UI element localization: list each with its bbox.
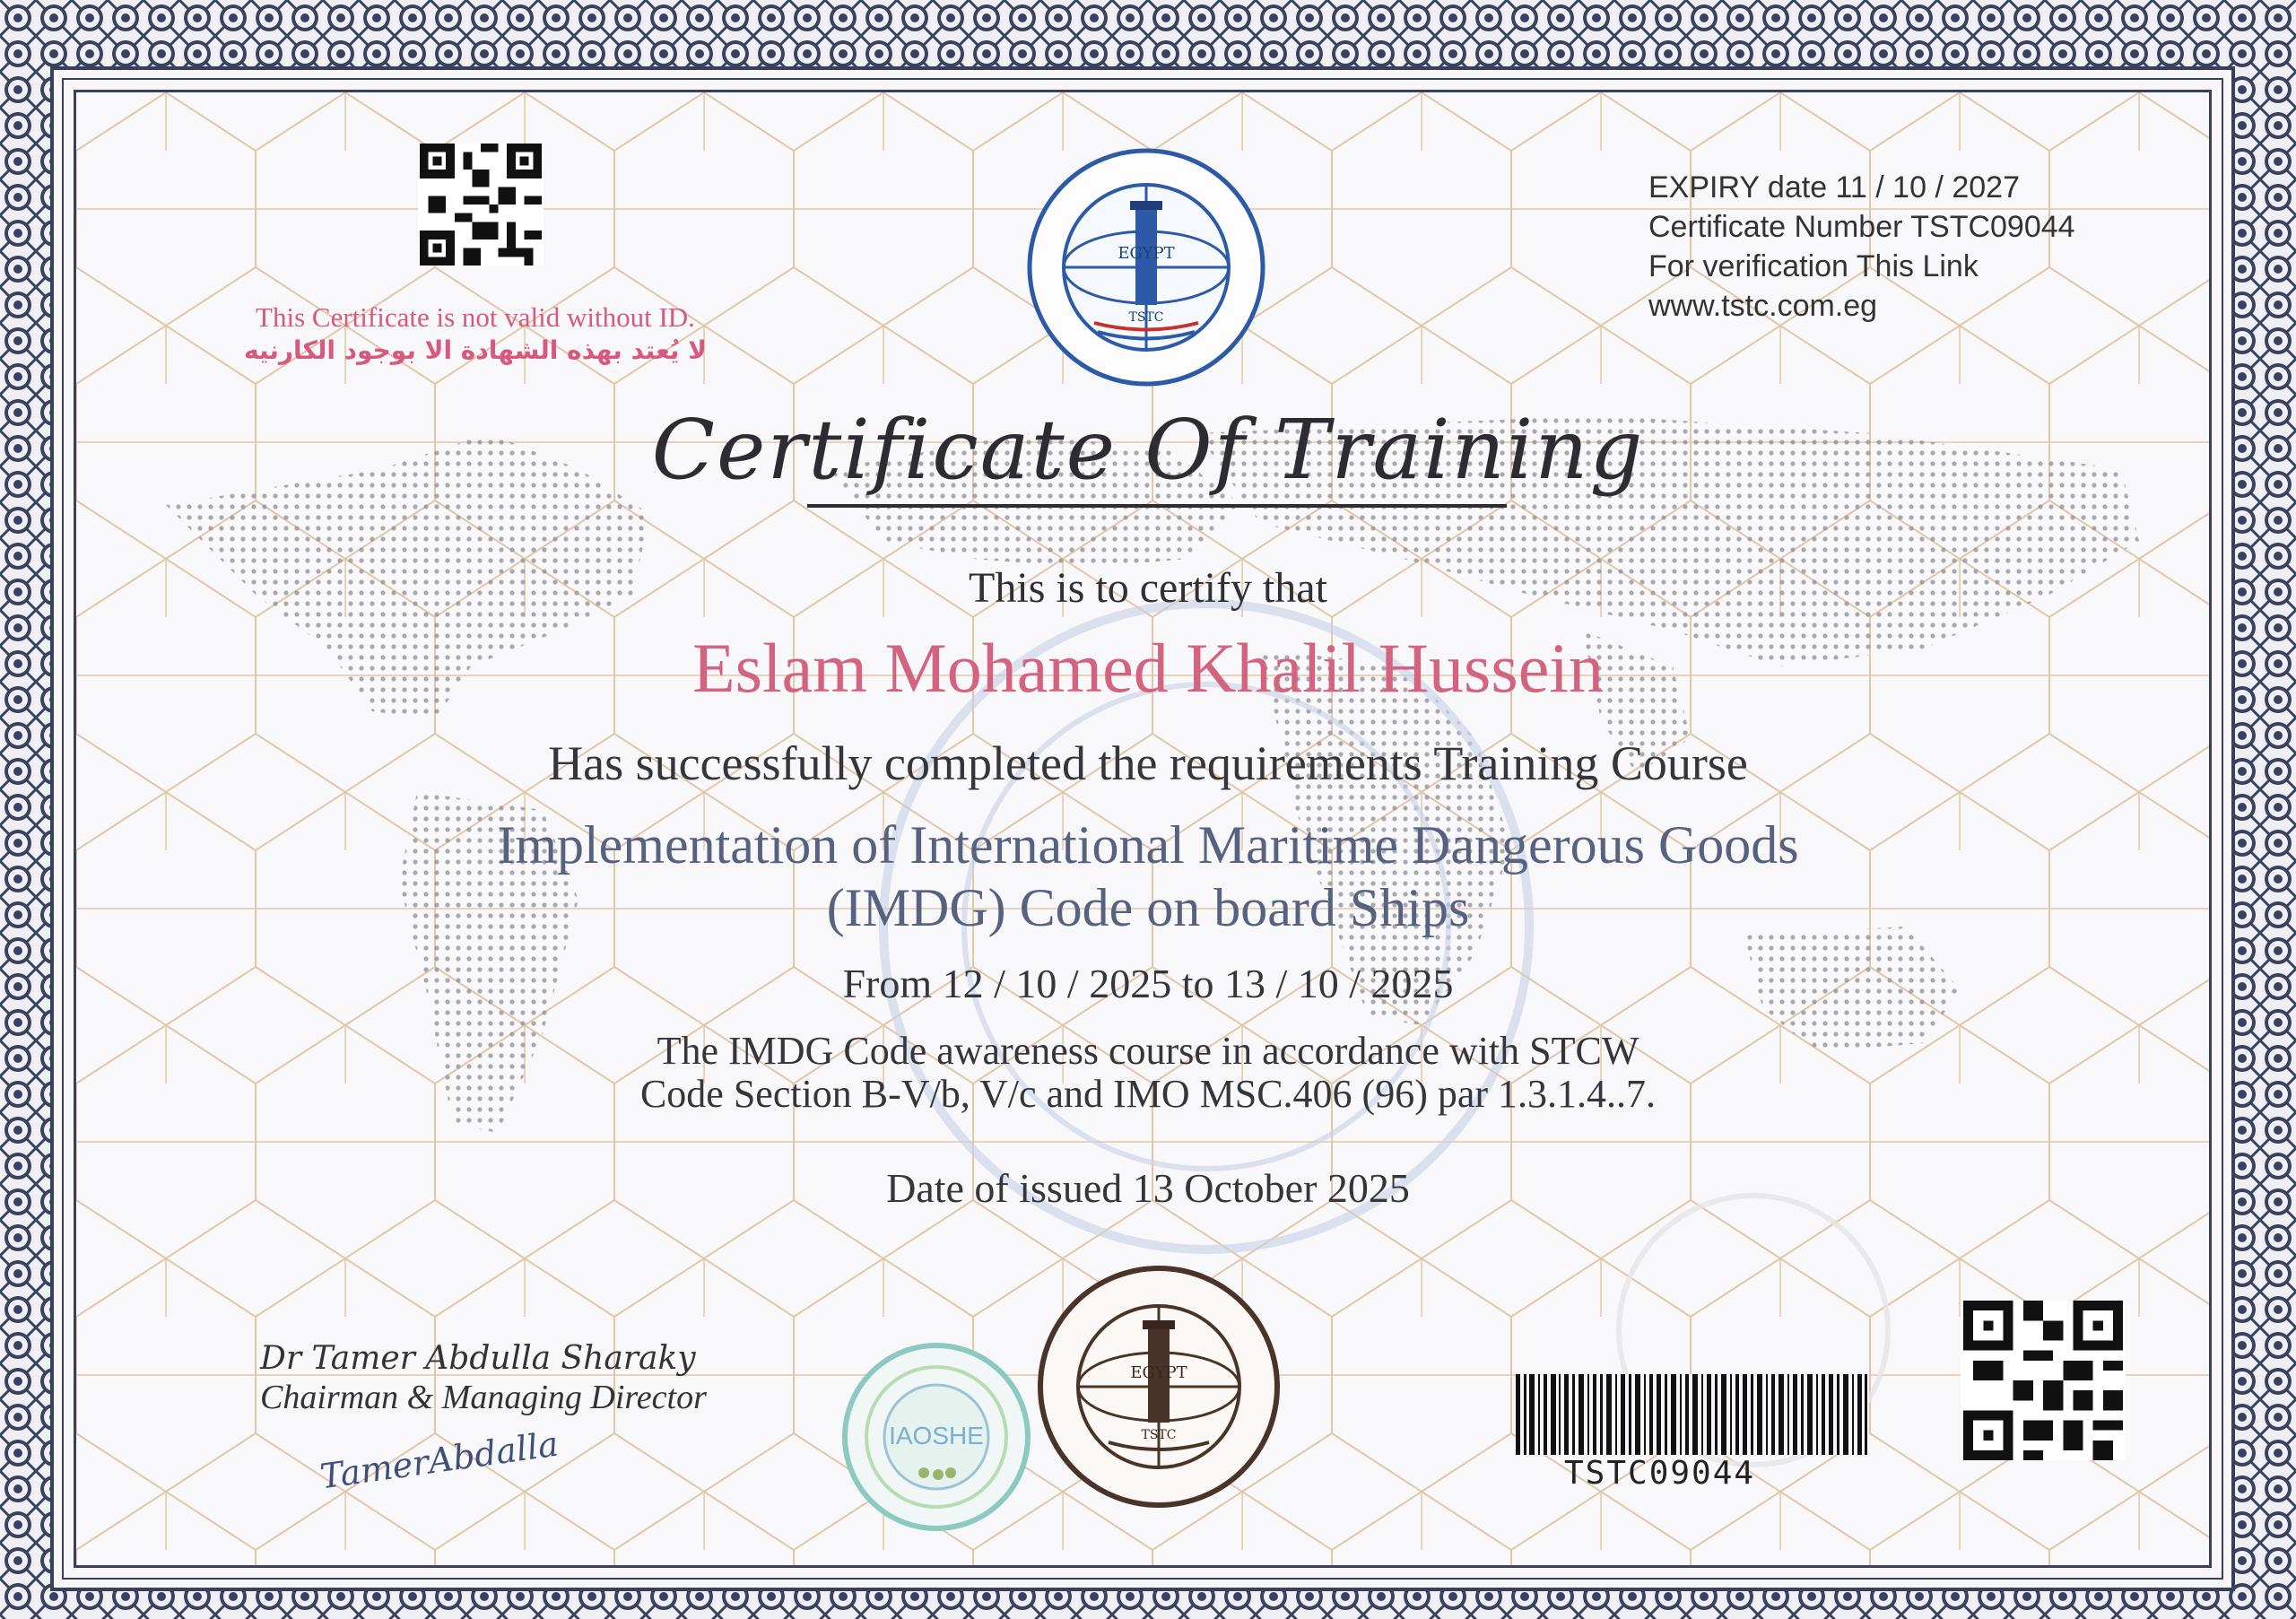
stamp-country: EGYPT (1130, 1363, 1187, 1382)
course-title-line1: Implementation of International Maritime Dangerous Goods (497, 815, 1799, 875)
signature: TamerAbdalla (317, 1423, 561, 1497)
signatory-role: Chairman & Managing Director (260, 1379, 707, 1416)
issue-date: Date of issued 13 October 2025 (886, 1165, 1410, 1211)
certificate-number: Certificate Number TSTC09044 (1648, 210, 2075, 244)
company-stamp (1033, 1261, 1284, 1512)
verification-link[interactable]: www.tstc.com.eg (1648, 289, 1878, 323)
id-warning-english: This Certificate is not valid without ID. (256, 301, 695, 333)
completed-line: Has successfully completed the requirements Training Course (548, 736, 1748, 790)
expiry-date: EXPIRY date 11 / 10 / 2027 (1648, 170, 2020, 205)
stcw-note-line2: Code Section B-V/b, V/c and IMO MSC.406 (96) par 1.3.1.4..7. (639, 1072, 1657, 1116)
course-title-line2: (IMDG) Code on board Ships (826, 878, 1470, 937)
stcw-note-line1: The IMDG Code awareness course in accordance with STCW (657, 1029, 1639, 1073)
stamp-initials: TSTC (1141, 1428, 1177, 1442)
qr-code-top (418, 144, 544, 265)
certificate-title: Certificate Of Training (651, 402, 1645, 498)
iaoshe-label: IAOSHE (889, 1422, 984, 1449)
iaoshe-seal (838, 1338, 1035, 1536)
qr-code-bottom (1961, 1301, 2126, 1460)
recipient-name: Eslam Mohamed Khalil Hussein (691, 629, 1605, 707)
logo-country: EGYPT (1118, 244, 1175, 263)
id-warning-arabic: لا يُعتد بهذه الشهادة الا بوجود الكارنيه (243, 335, 708, 365)
logo-initials: TSTC (1128, 310, 1164, 325)
tstc-logo-top (1022, 144, 1270, 391)
barcode (1516, 1374, 1869, 1455)
certify-line: This is to certify that (969, 564, 1327, 612)
signatory-name: Dr Tamer Abdulla Sharaky (260, 1340, 696, 1377)
course-dates: From 12 / 10 / 2025 to 13 / 10 / 2025 (842, 961, 1454, 1006)
title-underline (807, 504, 1507, 508)
barcode-text: TSTC09044 (1564, 1455, 1756, 1492)
verification-label: For verification This Link (1648, 249, 1979, 283)
